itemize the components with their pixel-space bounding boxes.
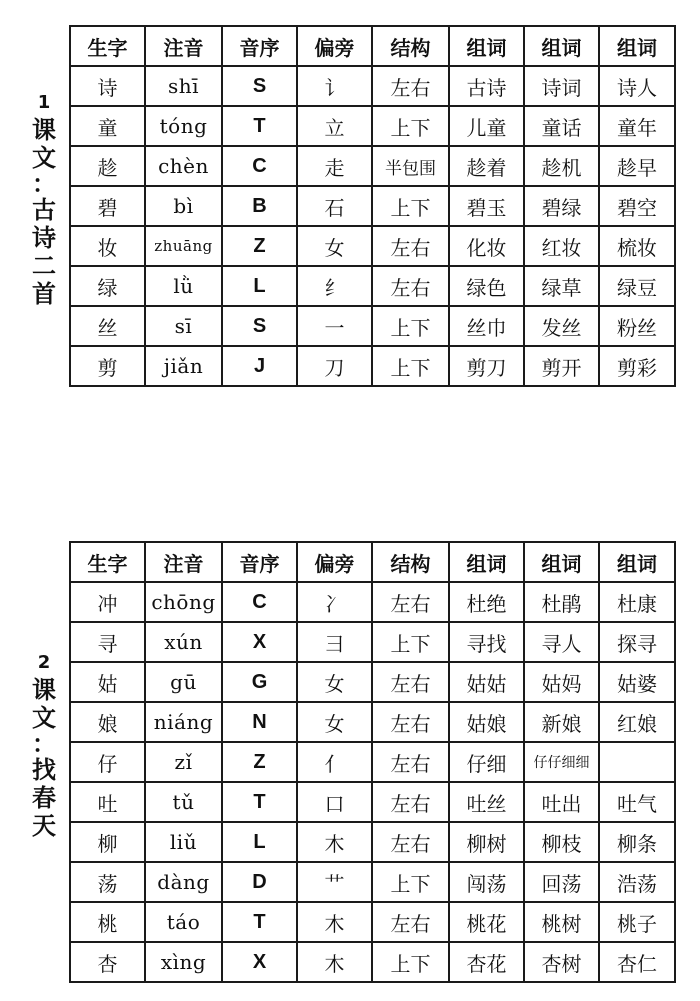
- char-cell: 剪: [70, 346, 145, 386]
- radical-cell: 讠: [297, 66, 372, 106]
- structure-cell: 左右: [372, 66, 449, 106]
- header-pinyin: 注音: [145, 542, 222, 582]
- header-word: 组词: [524, 542, 599, 582]
- word-cell: 寻人: [524, 622, 599, 662]
- char-cell: 柳: [70, 822, 145, 862]
- char-cell: 荡: [70, 862, 145, 902]
- pinyin-cell: zhuāng: [145, 226, 222, 266]
- lesson-title-char: 文: [32, 144, 56, 172]
- lesson-title-char: 古: [32, 196, 56, 224]
- word-cell: 吐气: [599, 782, 675, 822]
- header-letter: 音序: [222, 542, 297, 582]
- word-cell: 红娘: [599, 702, 675, 742]
- radical-cell: 木: [297, 942, 372, 982]
- char-cell: 趁: [70, 146, 145, 186]
- header-word: 组词: [599, 26, 675, 66]
- radical-cell: 女: [297, 226, 372, 266]
- pinyin-cell: niáng: [145, 702, 222, 742]
- header-word: 组词: [524, 26, 599, 66]
- radical-cell: 艹: [297, 862, 372, 902]
- char-cell: 吐: [70, 782, 145, 822]
- char-cell: 诗: [70, 66, 145, 106]
- structure-cell: 左右: [372, 226, 449, 266]
- header-char: 生字: [70, 26, 145, 66]
- letter-cell: L: [222, 822, 297, 862]
- structure-cell: 左右: [372, 742, 449, 782]
- structure-cell: 上下: [372, 346, 449, 386]
- word-cell: 探寻: [599, 622, 675, 662]
- radical-cell: 女: [297, 702, 372, 742]
- word-cell: 梳妆: [599, 226, 675, 266]
- word-cell: 杏树: [524, 942, 599, 982]
- table-row: [70, 622, 675, 662]
- radical-cell: 走: [297, 146, 372, 186]
- char-cell: 寻: [70, 622, 145, 662]
- word-cell: 吐出: [524, 782, 599, 822]
- word-cell: 剪刀: [449, 346, 524, 386]
- letter-cell: S: [222, 306, 297, 346]
- structure-cell: 上下: [372, 862, 449, 902]
- pinyin-cell: chōng: [145, 582, 222, 622]
- radical-cell: 冫: [297, 582, 372, 622]
- header-structure: 结构: [372, 542, 449, 582]
- header-radical: 偏旁: [297, 542, 372, 582]
- lesson-number: 1: [37, 92, 51, 113]
- pinyin-cell: chèn: [145, 146, 222, 186]
- header-row: [70, 26, 675, 66]
- lesson-2-label: [24, 652, 64, 840]
- header-radical: 偏旁: [297, 26, 372, 66]
- structure-cell: 左右: [372, 822, 449, 862]
- radical-cell: 纟: [297, 266, 372, 306]
- pinyin-cell: bì: [145, 186, 222, 226]
- table-row: [70, 226, 675, 266]
- table-row: [70, 106, 675, 146]
- structure-cell: 左右: [372, 582, 449, 622]
- word-cell: 新娘: [524, 702, 599, 742]
- table-row: [70, 266, 675, 306]
- char-cell: 冲: [70, 582, 145, 622]
- radical-cell: 立: [297, 106, 372, 146]
- pinyin-cell: zǐ: [145, 742, 222, 782]
- structure-cell: 上下: [372, 306, 449, 346]
- letter-cell: B: [222, 186, 297, 226]
- word-cell: 童话: [524, 106, 599, 146]
- letter-cell: T: [222, 106, 297, 146]
- word-cell: 趁早: [599, 146, 675, 186]
- letter-cell: T: [222, 902, 297, 942]
- word-cell: 桃花: [449, 902, 524, 942]
- structure-cell: 上下: [372, 942, 449, 982]
- pinyin-cell: dàng: [145, 862, 222, 902]
- word-cell: 柳条: [599, 822, 675, 862]
- word-cell: 杜康: [599, 582, 675, 622]
- char-cell: 娘: [70, 702, 145, 742]
- lesson-title-char: 诗: [32, 224, 56, 252]
- radical-cell: 口: [297, 782, 372, 822]
- table-row: [70, 742, 675, 782]
- word-cell: 回荡: [524, 862, 599, 902]
- letter-cell: Z: [222, 742, 297, 782]
- table-row: [70, 902, 675, 942]
- word-cell: 趁着: [449, 146, 524, 186]
- pinyin-cell: xìng: [145, 942, 222, 982]
- structure-cell: 上下: [372, 622, 449, 662]
- lesson-title-char: 春: [32, 784, 56, 812]
- pinyin-cell: liǔ: [145, 822, 222, 862]
- word-cell: 桃子: [599, 902, 675, 942]
- word-cell: 姑姑: [449, 662, 524, 702]
- word-cell: 绿草: [524, 266, 599, 306]
- word-cell: 剪彩: [599, 346, 675, 386]
- char-cell: 丝: [70, 306, 145, 346]
- structure-cell: 左右: [372, 702, 449, 742]
- word-cell: 姑妈: [524, 662, 599, 702]
- table-row: [70, 782, 675, 822]
- pinyin-cell: tóng: [145, 106, 222, 146]
- table-row: [70, 662, 675, 702]
- word-cell: 丝巾: [449, 306, 524, 346]
- word-cell: 桃树: [524, 902, 599, 942]
- radical-cell: 木: [297, 902, 372, 942]
- radical-cell: 木: [297, 822, 372, 862]
- lesson-number: 2: [37, 652, 51, 673]
- word-cell: [599, 742, 675, 782]
- char-cell: 桃: [70, 902, 145, 942]
- word-cell: 红妆: [524, 226, 599, 266]
- lesson-title-char: 课: [32, 676, 56, 704]
- word-cell: 粉丝: [599, 306, 675, 346]
- header-word: 组词: [449, 26, 524, 66]
- lesson-title-char: 找: [32, 756, 56, 784]
- lesson-title-char: 二: [32, 252, 56, 280]
- radical-cell: 刀: [297, 346, 372, 386]
- header-letter: 音序: [222, 26, 297, 66]
- pinyin-cell: lǜ: [145, 266, 222, 306]
- word-cell: 古诗: [449, 66, 524, 106]
- word-cell: 柳枝: [524, 822, 599, 862]
- header-structure: 结构: [372, 26, 449, 66]
- letter-cell: Z: [222, 226, 297, 266]
- word-cell: 仔仔细细: [524, 742, 599, 782]
- table-row: [70, 702, 675, 742]
- char-cell: 妆: [70, 226, 145, 266]
- word-cell: 吐丝: [449, 782, 524, 822]
- table-row: [70, 862, 675, 902]
- radical-cell: 一: [297, 306, 372, 346]
- word-cell: 发丝: [524, 306, 599, 346]
- table-row: [70, 346, 675, 386]
- pinyin-cell: xún: [145, 622, 222, 662]
- table-row: [70, 942, 675, 982]
- structure-cell: 左右: [372, 782, 449, 822]
- lesson-title-char: 课: [32, 116, 56, 144]
- letter-cell: S: [222, 66, 297, 106]
- lesson-title-char: 文: [32, 704, 56, 732]
- header-pinyin: 注音: [145, 26, 222, 66]
- pinyin-cell: jiǎn: [145, 346, 222, 386]
- word-cell: 闯荡: [449, 862, 524, 902]
- structure-cell: 上下: [372, 186, 449, 226]
- structure-cell: 上下: [372, 106, 449, 146]
- header-word: 组词: [599, 542, 675, 582]
- word-cell: 童年: [599, 106, 675, 146]
- char-cell: 绿: [70, 266, 145, 306]
- word-cell: 仔细: [449, 742, 524, 782]
- pinyin-cell: tǔ: [145, 782, 222, 822]
- letter-cell: X: [222, 942, 297, 982]
- radical-cell: 亻: [297, 742, 372, 782]
- lesson-title-char: 首: [32, 280, 56, 308]
- letter-cell: N: [222, 702, 297, 742]
- word-cell: 姑婆: [599, 662, 675, 702]
- word-cell: 绿豆: [599, 266, 675, 306]
- word-cell: 诗人: [599, 66, 675, 106]
- header-char: 生字: [70, 542, 145, 582]
- pinyin-cell: táo: [145, 902, 222, 942]
- letter-cell: L: [222, 266, 297, 306]
- char-cell: 碧: [70, 186, 145, 226]
- header-row: [70, 542, 675, 582]
- pinyin-cell: shī: [145, 66, 222, 106]
- word-cell: 柳树: [449, 822, 524, 862]
- char-cell: 仔: [70, 742, 145, 782]
- word-cell: 杏花: [449, 942, 524, 982]
- letter-cell: J: [222, 346, 297, 386]
- pinyin-cell: sī: [145, 306, 222, 346]
- radical-cell: 彐: [297, 622, 372, 662]
- table-row: [70, 582, 675, 622]
- word-cell: 碧绿: [524, 186, 599, 226]
- word-cell: 诗词: [524, 66, 599, 106]
- lesson-1-label: [24, 92, 64, 308]
- word-cell: 趁机: [524, 146, 599, 186]
- table-row: [70, 306, 675, 346]
- table-row: [70, 146, 675, 186]
- word-cell: 绿色: [449, 266, 524, 306]
- word-cell: 杜鹃: [524, 582, 599, 622]
- char-cell: 姑: [70, 662, 145, 702]
- lesson-title-char: ：: [32, 730, 56, 758]
- word-cell: 碧空: [599, 186, 675, 226]
- structure-cell: 左右: [372, 902, 449, 942]
- pinyin-cell: gū: [145, 662, 222, 702]
- header-word: 组词: [449, 542, 524, 582]
- table-row: [70, 66, 675, 106]
- lesson-title-char: 天: [32, 812, 56, 840]
- structure-cell: 半包围: [372, 146, 449, 186]
- word-cell: 姑娘: [449, 702, 524, 742]
- word-cell: 剪开: [524, 346, 599, 386]
- word-cell: 杏仁: [599, 942, 675, 982]
- word-cell: 寻找: [449, 622, 524, 662]
- letter-cell: T: [222, 782, 297, 822]
- letter-cell: C: [222, 146, 297, 186]
- lesson-title-char: ：: [32, 170, 56, 198]
- letter-cell: C: [222, 582, 297, 622]
- structure-cell: 左右: [372, 662, 449, 702]
- letter-cell: G: [222, 662, 297, 702]
- table-row: [70, 186, 675, 226]
- word-cell: 杜绝: [449, 582, 524, 622]
- structure-cell: 左右: [372, 266, 449, 306]
- word-cell: 儿童: [449, 106, 524, 146]
- char-cell: 童: [70, 106, 145, 146]
- radical-cell: 女: [297, 662, 372, 702]
- char-cell: 杏: [70, 942, 145, 982]
- table-row: [70, 822, 675, 862]
- lesson-2-table: [69, 541, 676, 983]
- letter-cell: D: [222, 862, 297, 902]
- word-cell: 碧玉: [449, 186, 524, 226]
- word-cell: 浩荡: [599, 862, 675, 902]
- radical-cell: 石: [297, 186, 372, 226]
- letter-cell: X: [222, 622, 297, 662]
- lesson-1-table: [69, 25, 676, 387]
- word-cell: 化妆: [449, 226, 524, 266]
